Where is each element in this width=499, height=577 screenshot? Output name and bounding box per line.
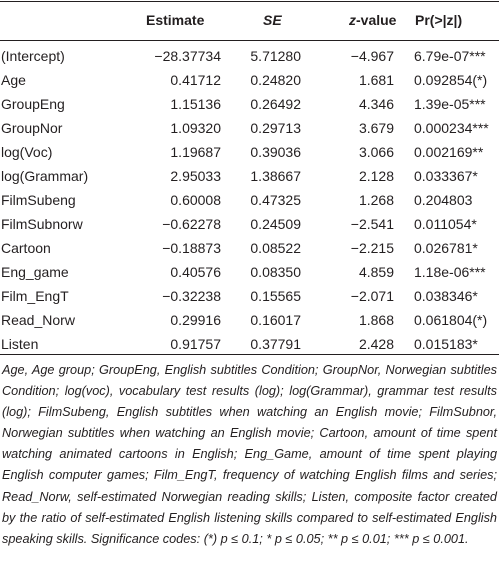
estimate-cell: 1.09320 [170,120,221,136]
p-value-cell: 0.011054* [414,216,477,232]
se-cell: 0.15565 [250,288,301,304]
header-se: SE [263,12,282,28]
se-cell: 5.71280 [250,48,301,64]
p-value-cell: 0.015183* [414,336,478,352]
row-label: Read_Norw [1,312,75,328]
table-row [0,164,499,188]
se-cell: 0.47325 [250,192,301,208]
se-cell: 0.26492 [250,96,301,112]
se-cell: 0.39036 [250,144,301,160]
table-row [0,92,499,116]
p-value-cell: 6.79e-07*** [414,48,486,64]
z-value-cell: −4.967 [350,48,394,64]
table-row [0,188,499,212]
se-cell: 1.38667 [250,168,301,184]
se-cell: 0.16017 [250,312,301,328]
row-label: GroupEng [1,96,65,112]
z-value-cell: 3.066 [358,144,394,160]
p-value-cell: 1.18e-06*** [414,264,486,280]
table-row [0,212,499,236]
estimate-cell: 2.95033 [170,168,221,184]
z-value-cell: 4.859 [358,264,394,280]
z-value-cell: −2.541 [350,216,394,232]
table-footnote: Age, Age group; GroupEng, English subtitles Condition; GroupNor, Norwegian subtitles Condition; log(voc), vocabulary test results (log); log(Grammar), grammar test results (log); FilmSubeng, English subtitles when watching an English movie; FilmSubnor, Norwegian subtitles when watching an English movie; Cartoon, amount of time spent watching animated cartoons in English; Eng_Game, amount of time spent playing English computer games; Film_EngT, frequency of watching English films and series; Read_Norw, self-estimated Norwegian reading skills; Listen, composite factor created by the ratio of self-estimated English listening skills compared to self-estimated English speaking skills. Significance codes: (*) p ≤ 0.1; * p ≤ 0.05; ** p ≤ 0.01; *** p ≤ 0.001. [2,363,497,546]
header-z-rest: -value [356,12,397,28]
table-bottom-rule [0,354,499,355]
estimate-cell: −0.32238 [162,288,221,304]
row-label: Age [1,72,26,88]
p-value-cell: 0.038346* [414,288,478,304]
table-row [0,236,499,260]
table-row [0,284,499,308]
row-label: GroupNor [1,120,63,136]
table-row [0,260,499,284]
se-cell: 0.24820 [250,72,301,88]
z-value-cell: 2.428 [358,336,394,352]
table-row [0,116,499,140]
se-cell: 0.29713 [250,120,301,136]
row-label: Eng_game [1,264,69,280]
z-value-cell: 3.679 [358,120,394,136]
estimate-cell: 0.40576 [170,264,221,280]
row-label: Listen [1,336,39,352]
row-label: FilmSubeng [1,192,76,208]
estimate-cell: 1.19687 [170,144,221,160]
row-label: log(Voc) [1,144,53,160]
se-cell: 0.37791 [250,336,301,352]
row-label: (Intercept) [1,48,65,64]
estimate-cell: 0.41712 [170,72,221,88]
se-cell: 0.08350 [250,264,301,280]
estimate-cell: −0.62278 [162,216,221,232]
table-row [0,140,499,164]
z-value-cell: −2.071 [350,288,394,304]
z-value-cell: 1.681 [358,72,394,88]
z-value-cell: 4.346 [358,96,394,112]
table-header-rule [0,40,499,41]
coefficient-table [0,44,499,356]
p-value-cell: 0.033367* [414,168,478,184]
row-label: Cartoon [1,240,51,256]
p-value-cell: 0.000234*** [414,120,489,136]
p-value-cell: 0.092854(*) [414,72,488,88]
p-value-cell: 1.39e-05*** [414,96,486,112]
table-row [0,68,499,92]
se-cell: 0.08522 [250,240,301,256]
header-z-italic: z [349,12,356,28]
table-top-rule [0,1,499,2]
estimate-cell: −28.37734 [154,48,221,64]
se-cell: 0.24509 [250,216,301,232]
row-label: log(Grammar) [1,168,89,184]
p-value-cell: 0.061804(*) [414,312,488,328]
estimate-cell: −0.18873 [162,240,221,256]
z-value-cell: 1.868 [358,312,394,328]
p-value-cell: 0.026781* [414,240,478,256]
estimate-cell: 0.60008 [170,192,221,208]
table-row [0,308,499,332]
z-value-cell: −2.215 [350,240,394,256]
table-header-row [0,8,499,32]
header-estimate: Estimate [146,12,205,28]
p-value-cell: 0.002169** [414,144,484,160]
estimate-cell: 1.15136 [170,96,221,112]
header-p-value: Pr(>|z|) [415,12,463,28]
z-value-cell: 2.128 [358,168,394,184]
row-label: Film_EngT [1,288,69,304]
estimate-cell: 0.91757 [170,336,221,352]
z-value-cell: 1.268 [358,192,394,208]
header-z-value [349,8,396,32]
p-value-cell: 0.204803 [414,192,473,208]
row-label: FilmSubnorw [1,216,83,232]
table-row [0,44,499,68]
estimate-cell: 0.29916 [170,312,221,328]
table-row [0,332,499,356]
coefficient-table-body [0,44,499,356]
